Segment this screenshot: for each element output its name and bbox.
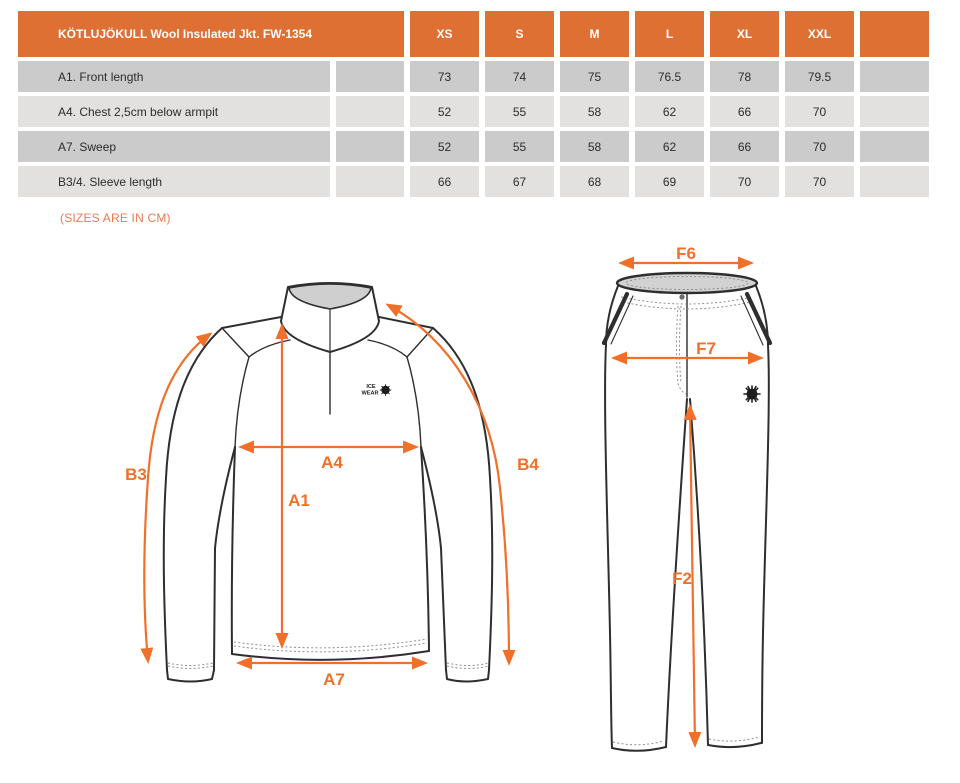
value-cell: 58	[560, 96, 629, 127]
pants-measure-label-f6: F6	[676, 244, 696, 263]
row-spacer-cell	[336, 166, 404, 197]
value-cell: 68	[560, 166, 629, 197]
jacket-outline	[164, 283, 492, 682]
pants-outline	[604, 273, 770, 751]
measurement-diagram	[0, 233, 960, 783]
value-cell: 75	[560, 61, 629, 92]
row-label: A7. Sweep	[18, 131, 330, 162]
value-cell: 55	[485, 96, 554, 127]
row-label: A4. Chest 2,5cm below armpit	[18, 96, 330, 127]
jacket-measure-label-b3: B3	[125, 465, 147, 484]
jacket-measure-label-a1: A1	[288, 491, 310, 510]
pants-measure-label-f2: F2	[672, 569, 692, 588]
arrow-b3	[144, 334, 210, 661]
jacket-measure-arrows	[144, 305, 509, 663]
waistband-top	[617, 273, 757, 293]
value-cell: 70	[785, 131, 854, 162]
value-cell: 73	[410, 61, 479, 92]
collar-inside	[289, 284, 371, 309]
row-empty-cell	[860, 166, 929, 197]
value-cell: 52	[410, 131, 479, 162]
value-cell: 70	[710, 166, 779, 197]
value-cell: 55	[485, 131, 554, 162]
size-header-m: M	[560, 11, 629, 57]
value-cell: 69	[635, 166, 704, 197]
row-empty-cell	[860, 131, 929, 162]
value-cell: 52	[410, 96, 479, 127]
value-cell: 66	[410, 166, 479, 197]
value-cell: 74	[485, 61, 554, 92]
value-cell: 62	[635, 131, 704, 162]
value-cell: 66	[710, 96, 779, 127]
header-empty-cell	[860, 11, 929, 57]
value-cell: 76.5	[635, 61, 704, 92]
row-spacer-cell	[336, 96, 404, 127]
logo-text-wear: WEAR	[361, 390, 379, 397]
value-cell: 58	[560, 131, 629, 162]
jacket-measure-label-b4: B4	[517, 455, 539, 474]
value-cell: 70	[785, 96, 854, 127]
waist-button	[679, 294, 684, 299]
size-header-xl: XL	[710, 11, 779, 57]
row-label: B3/4. Sleeve length	[18, 166, 330, 197]
row-label: A1. Front length	[18, 61, 330, 92]
pants-measure-label-f7: F7	[696, 339, 716, 358]
value-cell: 66	[710, 131, 779, 162]
size-header-l: L	[635, 11, 704, 57]
size-header-s: S	[485, 11, 554, 57]
row-empty-cell	[860, 61, 929, 92]
size-table	[18, 11, 929, 197]
icewear-logo	[361, 384, 390, 397]
logo-text-ice: ICE	[366, 384, 376, 390]
value-cell: 78	[710, 61, 779, 92]
size-header-xs: XS	[410, 11, 479, 57]
logo-snowflake-icon	[380, 385, 391, 396]
row-spacer-cell	[336, 131, 404, 162]
table-title: KÖTLUJÖKULL Wool Insulated Jkt. FW-1354	[18, 11, 404, 57]
pants-snowflake-icon	[744, 386, 760, 402]
size-header-xxl: XXL	[785, 11, 854, 57]
row-spacer-cell	[336, 61, 404, 92]
row-empty-cell	[860, 96, 929, 127]
value-cell: 70	[785, 166, 854, 197]
value-cell: 67	[485, 166, 554, 197]
sizes-unit-note: (SIZES ARE IN CM)	[60, 211, 171, 225]
value-cell: 79.5	[785, 61, 854, 92]
jacket-measure-label-a4: A4	[321, 453, 343, 472]
value-cell: 62	[635, 96, 704, 127]
jacket-measure-label-a7: A7	[323, 670, 345, 689]
